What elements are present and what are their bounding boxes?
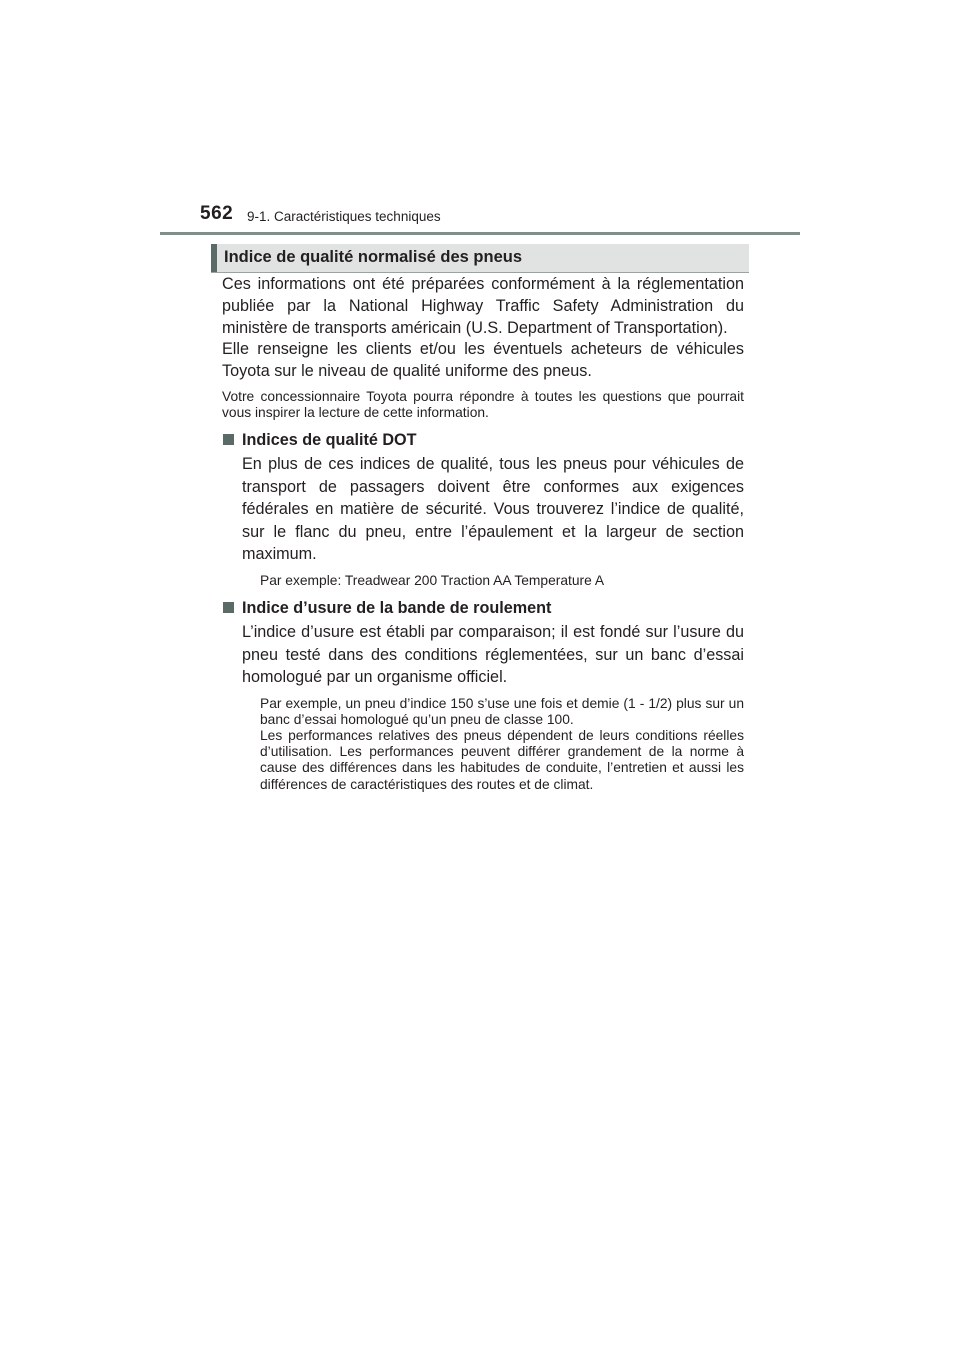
dot-subheading [222, 429, 744, 451]
page-content [222, 274, 744, 793]
treadwear-section [222, 621, 744, 793]
heading-accent-bar [211, 244, 217, 272]
intro-note: Votre concessionnaire Toyota pourra répondre à toutes les questions que pourrait vous inspirer la lecture de cette information. [222, 388, 744, 421]
header-divider [160, 232, 800, 235]
intro-paragraph-1: Ces informations ont été préparées conformément à la réglementation publiée par la National Highway Traffic Safety Administration du ministère de transports américain (U.S. Department of Transportation). [222, 275, 744, 337]
dot-section [222, 453, 744, 589]
dot-subheading-title: Indices de qualité DOT [242, 431, 417, 450]
intro-paragraph-2: Elle renseigne les clients et/ou les éventuels acheteurs de véhicules Toyota sur le niveau de qualité uniforme des pneus. [222, 340, 744, 381]
section-heading [211, 244, 749, 273]
treadwear-notes [242, 696, 744, 793]
square-bullet-icon [223, 434, 234, 445]
square-bullet-icon [223, 602, 234, 613]
chapter-section-label: 9-1. Caractéristiques techniques [247, 209, 441, 224]
dot-body: En plus de ces indices de qualité, tous les pneus pour véhicules de transport de passagers doivent être conformes aux exigences fédérales en matière de sécurité. Vous trouverez l’indice de qualité, sur le flanc du pneu, entre l’épaulement et la largeur de section maximum. [242, 455, 744, 564]
treadwear-note-2: Les performances relatives des pneus dépendent de leurs conditions réelles d’utilisation. Les performances peuvent différer grandement de la norme à cause des différences dans les habitudes de conduite, l’entretien et aussi les différences de caractéristiques des routes et de climat. [260, 728, 744, 792]
treadwear-subheading [222, 597, 744, 619]
page-number: 562 [200, 203, 234, 224]
treadwear-body: L’indice d’usure est établi par comparaison; il est fondé sur l’usure du pneu testé dans des conditions réglementées, sur un banc d’essai homologué par un organisme officiel. [242, 623, 744, 687]
section-heading-title: Indice de qualité normalisé des pneus [224, 248, 522, 266]
dot-example: Par exemple: Treadwear 200 Traction AA Temperature A [260, 572, 605, 588]
treadwear-note-1: Par exemple, un pneu d’indice 150 s’use une fois et demie (1 - 1/2) plus sur un banc d’essai homologué qu’un pneu de classe 100. [260, 695, 744, 727]
treadwear-subheading-title: Indice d’usure de la bande de roulement [242, 599, 552, 618]
